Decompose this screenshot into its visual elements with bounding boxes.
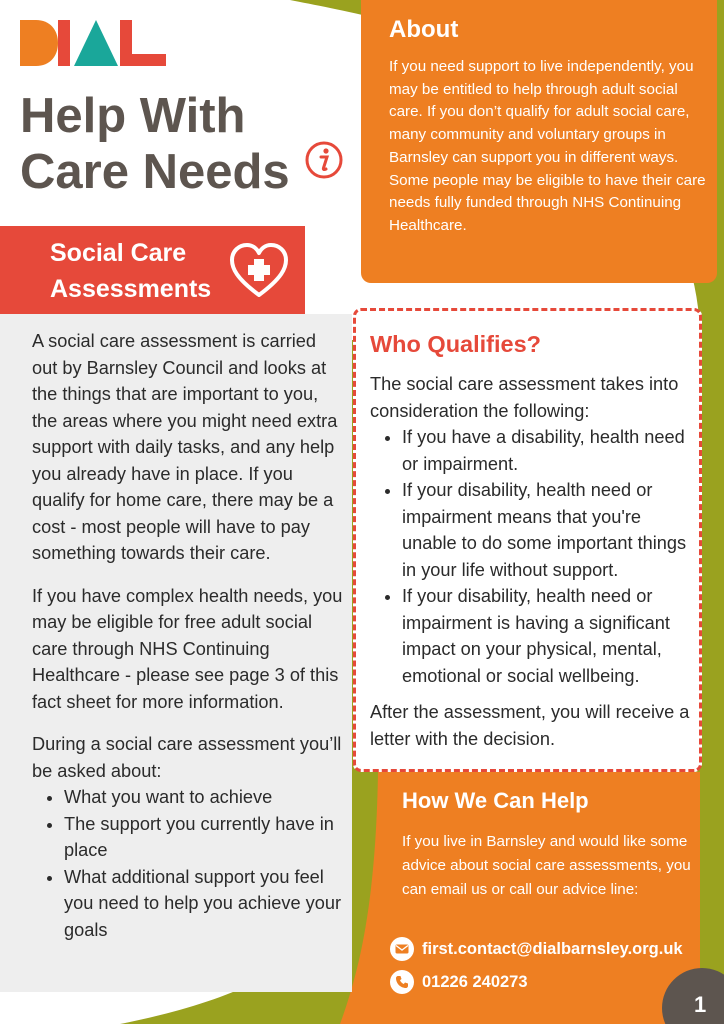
dial-logo xyxy=(20,18,166,68)
who-qualifies-title: Who Qualifies? xyxy=(370,331,542,357)
phone-contact[interactable] xyxy=(390,969,528,995)
who-qualifies-content xyxy=(370,371,700,752)
list-item: • If you have a disability, health need or impairment. xyxy=(402,424,700,477)
about-text: If you need support to live independently, you may be entitled to help through adult social care. If you don’t qualify for adult social care, many community and voluntary groups in Barnsley can support you in different ways. Some people may be eligible to have their care needs fully funded through NHS Continuing Healthcare. xyxy=(389,58,706,234)
who-qualifies-outro: After the assessment, you will receive a letter with the decision. xyxy=(370,702,690,749)
social-care-paragraph-2: If you have complex health needs, you may be eligible for free adult social care through NHS Continuing Healthcare - please see page 3 of this fact sheet for more information. xyxy=(32,585,343,712)
who-qualifies-intro: The social care assessment takes into consideration the following: xyxy=(370,374,679,421)
how-we-can-help-text: If you live in Barnsley and would like some advice about social care assessments, you can email us or call our advice line: xyxy=(402,833,691,898)
title-line-2: Care Needs xyxy=(20,145,290,199)
list-item: • If your disability, health need or impairment means that you're unable to do some important things in your life without support. xyxy=(402,477,700,583)
how-we-can-help-title: How We Can Help xyxy=(402,788,589,813)
social-care-heading xyxy=(50,235,230,307)
phone-icon xyxy=(390,970,414,994)
envelope-icon xyxy=(390,937,414,961)
social-care-heading-line-2: Assessments xyxy=(50,275,212,303)
social-care-paragraph-1: A social care assessment is carried out by Barnsley Council and looks at the things that are important to you, the areas where you might need extra support with daily tasks, and any help you already have in place. If you qualify for home care, there may be a cost - most people will have to pay something towards their care. xyxy=(32,331,338,563)
about-box xyxy=(361,0,717,283)
list-item: • What you want to achieve xyxy=(64,784,344,811)
list-item: • The support you currently have in place xyxy=(64,811,344,864)
phone-number[interactable]: 01226 240273 xyxy=(422,972,528,991)
list-item: • What additional support you feel you need to help you achieve your goals xyxy=(64,864,344,944)
qualification-criteria-list xyxy=(370,424,700,689)
email-link[interactable]: first.contact@dialbarnsley.org.uk xyxy=(422,939,683,958)
social-care-paragraph-3: During a social care assessment you’ll be asked about: xyxy=(32,734,342,781)
assessment-topics-list xyxy=(32,784,344,943)
social-care-heading-line-1: Social Care xyxy=(50,239,187,267)
heart-plus-icon xyxy=(228,242,290,300)
list-item: • If your disability, health need or impairment is having a significant impact on your physical, mental, emotional or social wellbeing. xyxy=(402,583,700,689)
title-line-1: Help With xyxy=(20,89,246,143)
who-qualifies-box xyxy=(353,308,702,772)
email-contact[interactable] xyxy=(390,936,683,962)
info-icon xyxy=(304,140,344,180)
social-care-header xyxy=(0,226,305,314)
page-title xyxy=(20,88,350,200)
social-care-content xyxy=(32,328,344,943)
page-number: 1 xyxy=(694,992,707,1017)
about-title: About xyxy=(389,16,459,43)
